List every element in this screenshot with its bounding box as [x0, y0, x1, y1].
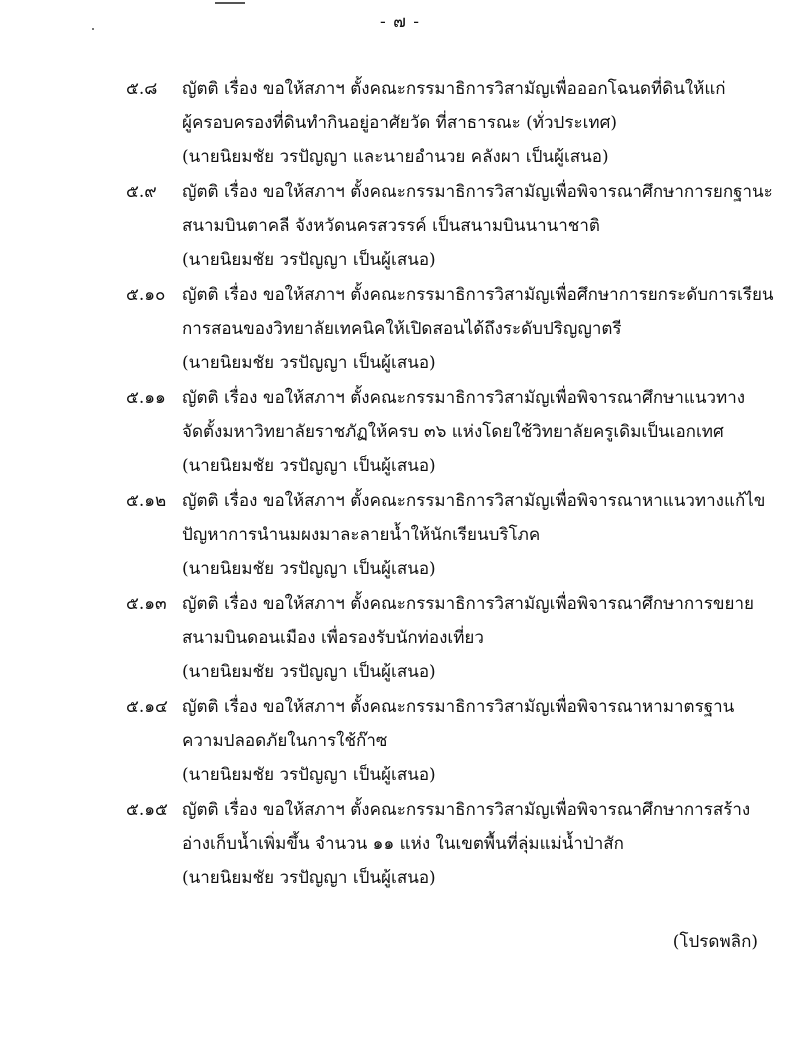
motion-number: ๕.๑๓	[126, 594, 167, 614]
motion-text	[182, 175, 773, 277]
motion-title-line: ญัตติ เรื่อง ขอให้สภาฯ ตั้งคณะกรรมาธิการวิสามัญเพื่อศึกษาการยกระดับการเรียน	[182, 285, 774, 305]
motion-number: ๕.๑๐	[126, 285, 166, 305]
motion-text	[182, 690, 742, 792]
motion-title-line: การสอนของวิทยาลัยเทคนิคให้เปิดสอนได้ถึงระดับปริญญาตรี	[182, 319, 622, 339]
motion-title-line: อ่างเก็บน้ำเพิ่มขึ้น จำนวน ๑๑ แห่ง ในเขตพื้นที่ลุ่มแม่น้ำป่าสัก	[182, 834, 624, 854]
motion-text	[182, 278, 774, 380]
motion-item	[0, 587, 800, 690]
motion-number: ๕.๘	[126, 79, 158, 99]
please-turn-over-note: (โปรดพลิก)	[672, 932, 758, 952]
motion-proposer: (นายนิยมชัย วรปัญญา และนายอำนวย คลังผา เป็นผู้เสนอ)	[182, 147, 609, 167]
motion-proposer: (นายนิยมชัย วรปัญญา เป็นผู้เสนอ)	[182, 456, 436, 476]
motion-number: ๕.๑๑	[126, 388, 166, 408]
motion-text	[182, 793, 751, 895]
motion-proposer: (นายนิยมชัย วรปัญญา เป็นผู้เสนอ)	[182, 250, 436, 270]
motion-title-line: ญัตติ เรื่อง ขอให้สภาฯ ตั้งคณะกรรมาธิการวิสามัญเพื่อพิจารณาศึกษาแนวทาง	[182, 388, 746, 408]
motion-title-line: ผู้ครอบครองที่ดินทำกินอยู่อาศัยวัด ที่สาธารณะ (ทั่วประเทศ)	[182, 113, 618, 133]
motion-item	[0, 484, 800, 587]
motion-item	[0, 793, 800, 896]
scan-artifact-line	[215, 2, 245, 4]
motion-title-line: ญัตติ เรื่อง ขอให้สภาฯ ตั้งคณะกรรมาธิการวิสามัญเพื่อพิจารณาหามาตรฐาน	[182, 697, 735, 717]
motion-proposer: (นายนิยมชัย วรปัญญา เป็นผู้เสนอ)	[182, 559, 436, 579]
motion-item	[0, 175, 800, 278]
motion-title-line: สนามบินตาคลี จังหวัดนครสวรรค์ เป็นสนามบินนานาชาติ	[182, 216, 600, 236]
motion-text	[182, 587, 754, 689]
motion-title-line: สนามบินดอนเมือง เพื่อรองรับนักท่องเที่ยว	[182, 628, 484, 648]
motion-list	[0, 72, 800, 896]
motion-text	[182, 72, 742, 174]
motion-number: ๕.๑๕	[126, 800, 168, 820]
page-number: - ๗ -	[379, 12, 421, 32]
motion-number: ๕.๑๒	[126, 491, 167, 511]
motion-proposer: (นายนิยมชัย วรปัญญา เป็นผู้เสนอ)	[182, 868, 436, 888]
motion-title-line: ญัตติ เรื่อง ขอให้สภาฯ ตั้งคณะกรรมาธิการวิสามัญเพื่อพิจารณาศึกษาการขยาย	[182, 594, 754, 614]
motion-title-line: ญัตติ เรื่อง ขอให้สภาฯ ตั้งคณะกรรมาธิการวิสามัญเพื่อออกโฉนดที่ดินให้แก่	[182, 79, 726, 99]
motion-number: ๕.๑๔	[126, 697, 168, 717]
motion-title-line: ญัตติ เรื่อง ขอให้สภาฯ ตั้งคณะกรรมาธิการวิสามัญเพื่อพิจารณาหาแนวทางแก้ไข	[182, 491, 766, 511]
motion-proposer: (นายนิยมชัย วรปัญญา เป็นผู้เสนอ)	[182, 662, 436, 682]
motion-item	[0, 381, 800, 484]
motion-title-line: ญัตติ เรื่อง ขอให้สภาฯ ตั้งคณะกรรมาธิการวิสามัญเพื่อพิจารณาศึกษาการยกฐานะ	[182, 182, 773, 202]
motion-title-line: ความปลอดภัยในการใช้ก๊าซ	[182, 731, 388, 751]
motion-item	[0, 278, 800, 381]
motion-proposer: (นายนิยมชัย วรปัญญา เป็นผู้เสนอ)	[182, 353, 436, 373]
motion-title-line: จัดตั้งมหาวิทยาลัยราชภัฏให้ครบ ๓๖ แห่งโดยใช้วิทยาลัยครูเดิมเป็นเอกเทศ	[182, 422, 724, 442]
motion-text	[182, 381, 746, 483]
motion-title-line: ปัญหาการนำนมผงมาละลายน้ำให้นักเรียนบริโภค	[182, 525, 541, 545]
motion-number: ๕.๙	[126, 182, 157, 202]
motion-item	[0, 72, 800, 175]
motion-text	[182, 484, 766, 586]
motion-title-line: ญัตติ เรื่อง ขอให้สภาฯ ตั้งคณะกรรมาธิการวิสามัญเพื่อพิจารณาศึกษาการสร้าง	[182, 800, 751, 820]
motion-proposer: (นายนิยมชัย วรปัญญา เป็นผู้เสนอ)	[182, 765, 436, 785]
motion-item	[0, 690, 800, 793]
